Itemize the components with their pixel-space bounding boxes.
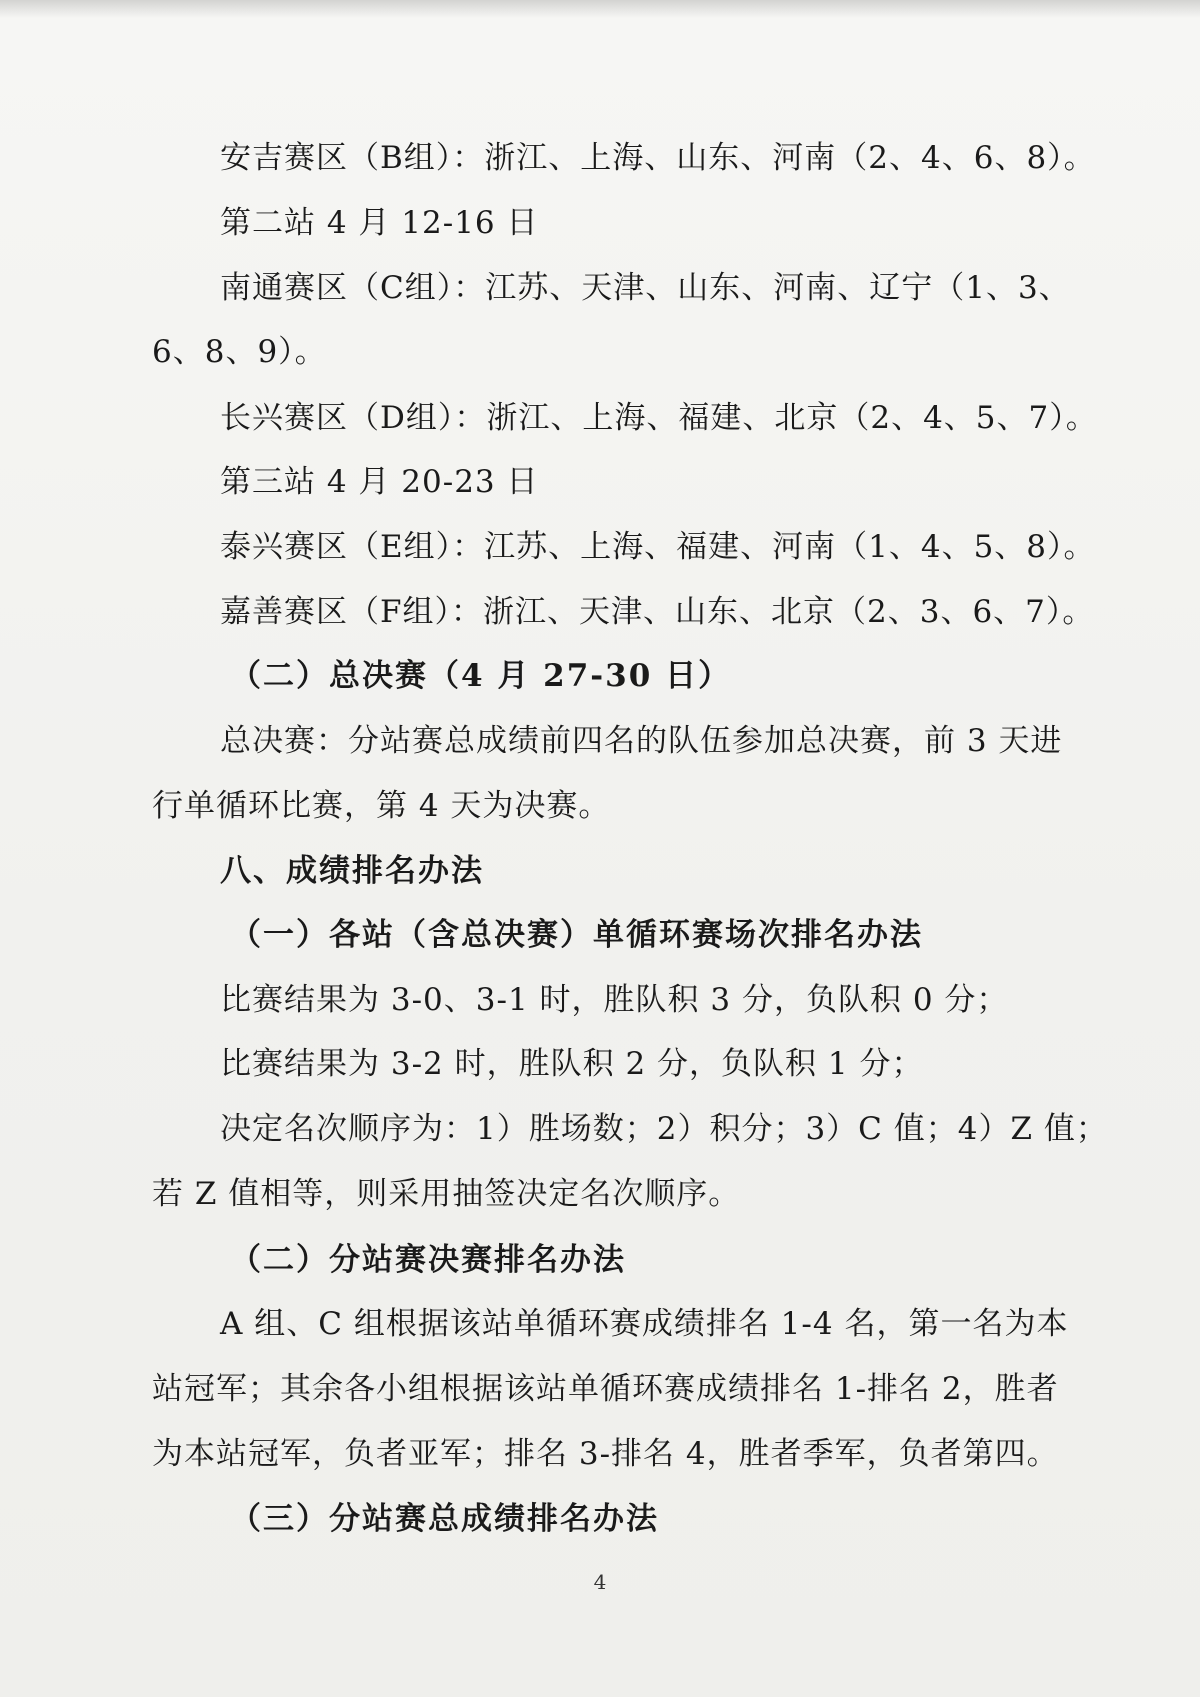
line-jiashan-division: 嘉善赛区（F组）：浙江、天津、山东、北京（2、3、6、7）。: [220, 594, 1095, 630]
page-top-shadow: [0, 0, 1200, 18]
line-score-rule-two: 比赛结果为 3-2 时，胜队积 2 分，负队积 1 分；: [220, 1046, 924, 1082]
line-finals-description: 总决赛：分站赛总成绩前四名的队伍参加总决赛，前 3 天进: [220, 723, 1063, 759]
subheading-finals: （二）总决赛（4 月 27-30 日）: [230, 658, 732, 694]
line-nantong-division: 南通赛区（C组）：江苏、天津、山东、河南、辽宁（1、3、: [220, 270, 1071, 306]
line-nantong-division-cont: 6、8、9）。: [152, 334, 327, 370]
line-ranking-order: 决定名次顺序为：1）胜场数；2）积分；3）C 值；4）Z 值；: [220, 1111, 1108, 1147]
subheading-station-overall-ranking: （三）分站赛总成绩排名办法: [230, 1501, 659, 1537]
subheading-round-robin-ranking: （一）各站（含总决赛）单循环赛场次排名办法: [230, 917, 923, 953]
line-finals-description-cont: 行单循环比赛，第 4 天为决赛。: [152, 788, 611, 824]
line-station-final-ranking-cont: 站冠军；其余各小组根据该站单循环赛成绩排名 1-排名 2，胜者: [152, 1371, 1059, 1407]
page-number: 4: [593, 1570, 607, 1594]
line-station-two-date: 第二站 4 月 12-16 日: [220, 205, 539, 241]
line-station-final-ranking-cont-2: 为本站冠军，负者亚军；排名 3-排名 4，胜者季军，负者第四。: [152, 1436, 1059, 1472]
line-anji-division: 安吉赛区（B组）：浙江、上海、山东、河南（2、4、6、8）。: [220, 140, 1096, 176]
subheading-station-final-ranking: （二）分站赛决赛排名办法: [230, 1242, 626, 1278]
line-taixing-division: 泰兴赛区（E组）：江苏、上海、福建、河南（1、4、5、8）。: [220, 529, 1096, 565]
line-station-three-date: 第三站 4 月 20-23 日: [220, 464, 539, 500]
line-station-final-ranking: A 组、C 组根据该站单循环赛成绩排名 1-4 名，第一名为本: [220, 1306, 1069, 1342]
line-ranking-order-cont: 若 Z 值相等，则采用抽签决定名次顺序。: [152, 1176, 741, 1212]
line-changxing-division: 长兴赛区（D组）：浙江、上海、福建、北京（2、4、5、7）。: [220, 400, 1098, 436]
section-heading-ranking: 八、成绩排名办法: [220, 853, 484, 889]
line-score-rule-one: 比赛结果为 3-0、3-1 时，胜队积 3 分，负队积 0 分；: [220, 982, 1009, 1018]
